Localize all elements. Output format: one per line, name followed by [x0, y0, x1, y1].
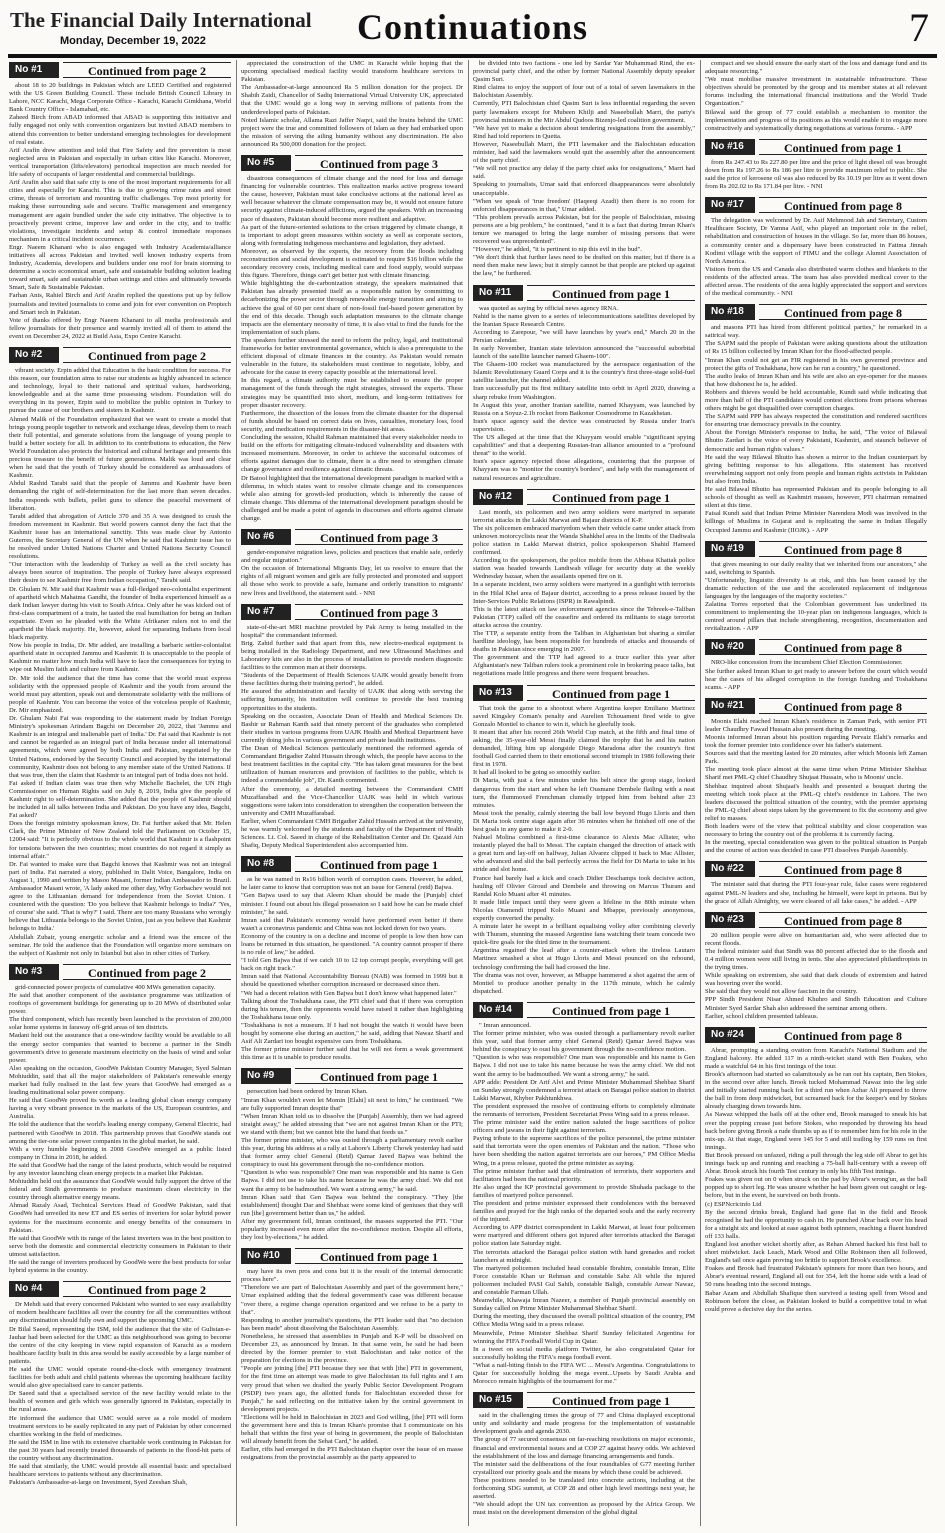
article-number-badge: No #3 [9, 964, 59, 980]
article-header [705, 861, 927, 877]
article [705, 541, 927, 634]
article-header [9, 62, 231, 78]
column-3 [473, 60, 695, 1526]
paper-name: The Financial Daily International [10, 8, 312, 32]
article-body: compact and we should ensure the early start of the loss and damage fund and its adequate resourcing." "We must mobilise massive investment in sustainable infrastructure. These objectives should be promoted by the group and its member states at all relevant forums including the international financial institutions and the World Trade Organization." Bilawal said the group of 77 could establish a mechanism to monitor the implementation and progress of its positions as this would enable it to engage more constructively and systematically during negotiations at various forums. - APP [705, 60, 927, 132]
article-body: was quoted as saying by official news agency IRNA. Nahid is the name given to a series of telecommunications satellites developed by the Iranian Space Research Centre. According to Zarepour, "we will have launches by year's end," March 20 in the Persian calendar. In early November, Iranian state television announced the "successful suborbital launch of the satellite launcher named Ghaem-100". The Ghaem-100 rocket was manufactured by the aerospace organisation of the Islamic Revolutionary Guard Corps and it is the country's first three-stage solid-fuel satellite launcher, the channel added. Iran successfully put its first military satellite into orbit in April 2020, drawing a sharp rebuke from Washington. In August this year, another Iranian satellite, named Khayyam, was launched by Russia on a Soyuz-2.1b rocket from Baikonur Cosmodrome in Kazakhstan. Iran's space agency said the device was constructed by Russia under Iran's supervision. The US alleged at the time that the Khayyam would enable "significant spying capabilities" and that a deepening Russian-Iran alliance amounted to a "profound threat" to the world. Iran's space agency rejected those allegations, countering that the purpose of Khayyam was to "monitor the country's borders", and help with the management of natural resources and agriculture. [473, 304, 695, 482]
article-body: about 18 to 20 buildings in Pakistan which are LEED Certified and registered with the US Green Building Council. These include British Council Library in Lahore, NCC Karachi, Mega Corporate Office - Karachi, Karachi Gimkhana, World Bank Country Office - Islamabad, etc. Zaheed Birch from ABAD informed that ABAD is supporting this initiative and fully engaged not only with convention organizers but invited ABAD members to attend this convention to better understand emerging technologies for development of real estate. Arif Arafin drew attention and told that Fire Safety and fire prevention is most neglected area in Pakistan and especially in urban cities like Karachi. Moreover, vertical transportation (lifts/elevators) periodical inspection are much needed for life safety of occupants of larger residential and commercial buildings. Arif Arafin also said that safe city is one of the most important requirements for all cities and especially for Karachi. This is due to growing crime rates and street crime, threats of terrorism and mounting traffic challenges. Top most priority for making these surrounding safe and secure. Traffic management and emergency management are again bundled under the safe city initiative. The objective is to proactively prevent crime, improve law and order in the city, and to traffic violations, investigate incidents and setup & control immediate responses mechanism in a critical incident occurrence. Engr. Naeem Khanani who is also engaged with Industry Academia/alliance initiatives all across Pakistan and invited well known industry experts from Industry, Academia, developers and builders under one roof for brain storming to determine a socio economical smart, safe and sustainable building solution leading toward smart, safe and sustainable urban settings and cities and ultimately towards Smart, Safe & Sustainable Pakistan. Farhan Anis, Rahiel Birch and Arif Arafin replied the questions put up by fellow journalists and invited journalists to come and join for ever convention on Proptech and Smart tech in Pakistan. Vote of thanks offered by Engr Naeem Khanani to all media professionals and fellow journalists for their presence and warmly invited all of them to attend the event on December 24, 2022 at Build Asia, Expo Centre Karachi. [9, 82, 231, 340]
article-number-badge: No #16 [705, 139, 755, 155]
article [473, 60, 695, 279]
article [9, 62, 231, 341]
continued-from-label: Continued from page 3 [295, 529, 463, 545]
article-number-badge: No #6 [241, 529, 291, 545]
article [241, 604, 463, 851]
article-body: 20 million people were alive on humanitarian aid, who were affected due to recent floods. The federal minister said that Sindh was 80 percent affected due to the floods and 0.4 million women were still living in tents. She also appreciated philanthropists in the trying times. While speaking on extremism, she said that dark clouds of extremism and hatred was hovering over the world. She said that they would not allow fascism in the country. PPP Sindh President Nisar Ahmed Khuhro and Sindh Education and Culture Minister Syed Sardar Shah also addressed the seminar among others. Earlier, school children presented tableaus. [705, 931, 927, 1020]
article-header [9, 1281, 231, 1297]
article [9, 347, 231, 958]
article-header [705, 639, 927, 655]
article [241, 1068, 463, 1242]
continued-from-label: Continued from page 2 [63, 347, 231, 363]
continued-from-label: Continued from page 2 [63, 62, 231, 78]
article-number-badge: No #13 [473, 685, 523, 701]
article-body: Last month, six policemen and two army soldiers were martyred in separate terrorist attacks in the Lakki Marwat and Bajaur districts of K-P. The six policemen embraced martyrdom when their vehicle came under attack from unknown motorcyclists near the Wanda Shahkhel area in the limits of the Dadiwala police station in Lakki Marwat district, police spokesperson Shahid Hameed confirmed. According to the spokesperson, the police mobile from the Abbasa Khattak police station was headed towards Landiwah village for security duty at the weekly Wednesday bazaar, when the assailants opened fire on it. In a separate incident, two army soldiers were martyred in a gunfight with terrorists in the Hilal Khel area of Bajaur district, according to a press release issued by the Inter-Services Public Relations (ISPR) in Rawalpindi. This is the latest attack on law enforcement agencies since the Tehreek-e-Taliban Pakistan (TTP) called off the ceasefire and ordered its militants to stage terrorist attacks across the country. The TTP, a separate entity from the Taliban in Afghanistan but sharing a similar hardline ideology, has been responsible for hundreds of attacks and thousands of deaths in Pakistan since emerging in 2007. The government and the TTP had agreed to a truce earlier this year after Afghanistan's new Taliban rulers took a prominent role in brokering peace talks, but negotiations made little progress and there were frequent breaches. [473, 508, 695, 678]
article-header [241, 856, 463, 872]
article-body: be divided into two factions - one led by Sardar Yar Muhammad Rind, the ex-provincial party chief, and the other by former National Assembly deputy speaker Qasim Suri. Rind claims to enjoy the support of four out of a total of seven lawmakers in the Balochistan Assembly. Currently, PTI Balochistan chief Qasim Suri is less influential regarding the seven party lawmakers except for Mubeen Khilji and Naseebullah Marri, the party's provincial ministers in the Mir Abdul Qudoos Bizenjo-led coalition government. "We have yet to make a decision about tendering resignations from the assembly," Rind had told reporters in Quetta. However, Naseebullah Marri, the PTI lawmaker and the Balochistan education minister, had said the lawmakers would quit the assembly after the announcement of the party chief. "We will not practice any delay if the party chief asks for resignations," Marri had said. Speaking to journalists, Umar said that enforced disappearances were absolutely unacceptable. "When we speak of 'true freedom' (Haqeeqi Azadi) then there is no room for enforced disappearances in that," Umar added. "This problem prevails across Pakistan, but for the people of Balochistan, missing persons are a big problem," he continued, "and it is a fact that during Imran Khan's tenure we managed to bring the large number of missing persons that were recovered was unprecedented". "However," he added, "it is pertinent to nip this evil in the bud". "We don't think that further laws need to be drafted on this matter, but if there is a need then make new laws; but it simply cannot be that people are picked up against the law," he furthered. [473, 60, 695, 278]
masthead-rule [8, 57, 937, 58]
article-number-badge: No #5 [241, 155, 291, 171]
article-number-badge: No #17 [705, 197, 755, 213]
article-header [473, 285, 695, 301]
article-number-badge: No #11 [473, 285, 523, 301]
article-header [705, 698, 927, 714]
continued-from-label: Continued from page 8 [759, 1027, 927, 1043]
article-body: may have its own pros and cons but it is the result of the internal democratic process here". "Therefore we are part of Balochistan Assembly and part of the government here," Umar explained adding that the federal government's case was different because "over there, a regime change operation organized and we refuse to be a party to that". Responding to another journalist's questions, the PTI leader said that "no decision has been made" about dissolving the Balochistan Assembly. Nonetheless, he stressed that assemblies in Punjab and K-P will be dissolved on December 23, as announced by Imran. In that same vein, he said he had been directed by the former premier to visit Balochistan and take notice of the preparation for elections in the province. "People are joining [the] PTI because they see that with [the] PTI in government, for the first time an attempt was made to give Balochistan its full rights and I am very proud that when we drafted the yearly Public Sector Development Program (PSDP) two years ago, the allotted funds for Balochistan exceeded those for Punjab," he said reflecting on the initiative taken by the central government in development projects. "Elections will be held in Balochistan in 2023 and God willing, [the] PTI will form the government here and this is Imran Khan's promise that I communicate on his behalf that within the first year of being in government, the people of Balochistan will already benefit from the Sehat Card," he added. Earlier, rifts had emerged in the PTI Balochistan chapter over the issue of en masse resignations from the provincial assembly as the party appeared to [241, 1268, 463, 1462]
page-number: 7 [909, 5, 929, 50]
article-header [9, 964, 231, 980]
article [9, 964, 231, 1275]
continued-from-label: Continued from page 8 [759, 541, 927, 557]
article-number-badge: No #9 [241, 1068, 291, 1084]
column-divider [468, 60, 469, 1526]
continued-from-label: Continued from page 1 [527, 1002, 695, 1018]
article-body: that gives meaning to our daily reality that we inherited from our ancestors," she said, switching to Spanish. "Unfortunately, linguistic diversity is at risk, and this has been caused by the dramatic reduction of the use and the accelerated replacement of indigenous languages by the languages of the majority societies." Zalatina Torres reported that the Colombian government has underlined its commitment to implementing the 10-year plan on indigenous languages, which is centred around pillars that include strengthening, recognition, documentation and revitalization. - APP [705, 560, 927, 633]
article-body: appreciated the construction of the UMC in Karachi while hoping that the upcoming specialised medical facility would transform healthcare services in Pakistan. The Ambassador-at-large announced Rs 5 million donation for the project. Dr Shabih Zaidi, Chancellor of Sadiq International Virtual University UK, appreciated that the UMC would go a long way in serving millions of patients from the underdeveloped parts of Pakistan. Noted Islamic scholar, Allama Razi Jaffer Naqvi, said the brains behind the UMC project were the true and committed followers of Islam as they had embarked upon the mission of serving the ailing humanity without any discrimination. He also announced Rs 500,000 donation for the project. [241, 60, 463, 148]
article-header [9, 347, 231, 363]
continued-from-label: Continued from page 8 [759, 698, 927, 714]
article [705, 197, 927, 298]
article-body: from Rs 247.43 to Rs 227.80 per litre and the price of light diesel oil was brought down from Rs 197.26 to Rs 186 per litre to provide maximum relief to public. She said the price of kerosene oil was also reduced by Rs 10.19 per litre as it went down from Rs 202.02 to Rs 171.84 per litre. - NNI [705, 158, 927, 191]
article-number-badge: No #8 [241, 856, 291, 872]
column-divider [236, 60, 237, 1526]
article [473, 1392, 695, 1517]
article-header [705, 912, 927, 928]
continued-from-label: Continued from page 3 [295, 604, 463, 620]
article [241, 60, 463, 149]
article [241, 856, 463, 1062]
section-title: Continuations [356, 7, 589, 47]
article [705, 861, 927, 905]
article [473, 685, 695, 996]
article-header [473, 489, 695, 505]
article-body: " Imran announced. The former prime minister, who was ousted through a parliamentary revolt earlier this year, said that former army chief General (Retd) Qamar Javed Bajwa was behind the conspiracy to oust his government through the no-confidence motion. "Question is who was responsible? One man was responsible and his name is Gen Bajwa. I did not use to take his name because he was the army chief. We did not want the army to be badmouthed. We want a strong army," he said. APP adds: President Dr Arif Alvi and Prime Minister Muhammad Shehbaz Sharif on Sunday strongly condemned a terrorist attack on Baragai police station in district Lakki Marwat, Khyber Pakhtunkhwa. The president expressed the resolve of continuing efforts to completely eliminate the remnants of terrorism, President Secretariat Press Wing said in a press release. The prime minister said the entire nation saluted the huge sacrifices of police officers and jawans in their fight against terrorism. Paying tribute to the supreme sacrifices of the police personnel, the prime minister said that terrorists were the open enemies of Pakistan and the nation. "Those who have been shedding the nation against terrorists are our heroes," PM Office Media Wing, in a press release, quoted the prime minister as saying. The prime minister further said that elimination of terrorists, their supporters and facilitators had been the national priority. He also urged the KP provincial government to provide Shuhada package to the families of martyred police personnel. The president and prime minister expressed their condolences with the bereaved families and prayed for the high ranks of the departed souls and the early recovery of the injured. According to APP district correspondent in Lakki Marwat, at least four policemen were martyred and different others got injured after terrorists attacked the Baragai police station late Saturday night. The terrorists attacked the Baragai police station with hand grenades and rocket launchers at midnight. The martyred policemen included head constable Ibrahim, constable Imran, Elite Force constable Khan ur Rehman and constable Sabz Ali while the injured policemen included PASI Gul Sahib, constable Baligh, constable Anwar Nawaz, and constable Farman Ullah. Meanwhile, Khawaja Imran Nazeer, a member of Punjab provincial assembly on Sunday called on Prime Minister Muhammad Shehbaz Sharif. During the meeting, they discussed the overall political situation of the country, PM Office Media Wing said in a press release. Meanwhile, Prime Minister Shehbaz Sharif Sunday felicitated Argentina for winning the FIFA Football World Cup in Qatar. In a tweet on social media platform Twitter, he also congratulated Qatar for successfully holding the FIFA's mega football event. "What a nail-biting finish to the FIFA WC ... Messi's Argentina. Congratulations to Qatar for successfully holding the mega event...Upsets by Saudi Arabia and Morocco remain highlights of the tournament for me." [473, 1021, 695, 1386]
article-number-badge: No #22 [705, 861, 755, 877]
continued-from-label: Continued from page 2 [63, 964, 231, 980]
article-header [705, 541, 927, 557]
article [705, 1027, 927, 1314]
article [705, 912, 927, 1021]
continued-from-label: Continued from page 8 [759, 304, 927, 320]
continued-from-label: Continued from page 1 [527, 285, 695, 301]
article-body: That took the game to a shootout where Argentina keeper Emiliano Martinez saved Kingsley Coman's penalty and Aurelien Tchouameni fired wide to give Gonzalo Montiel to chance to win it, which he gleefully took. It meant that after his record 26th World Cup match, at the fifth and final time of asking, the 35-year-old Messi finally claimed the trophy that he and his nation demanded, lifting him up alongside Diego Maradona after the country's first football God carried them to their emotional second triumph in 1986 following their first in 1978. It had all looked to be going so smoothly earlier. Di Maria, with just a few minutes under his belt since the group stage, looked dangerous from the start and when he left Ousmane Dembele flailing with a neat turn, the flummoxed Frenchman clumsily tripped him from behind after 23 minutes. Messi took the penalty, calmly steering the ball low beyond Hugo Lloris and then Di Maria took centre stage again after 36 minutes when he finished off one of the best goals in any game to make it 2-0. Nahuel Molina combined a first-time clearance to Alexis Mac Allister, who instantly played the ball to Messi. The captain changed the direction of attack with a great turn and lay-off on halfway, Julian Alvarez clipped it back to Mac Allister, who advanced and slid the ball perfectly across the field for Di Maria to take in his stride and slot home. France had barely had a kick and coach Didier Deschamps took decisive action, hauling off Olivier Giroud and Dembele and throwing on Marcus Thuram and Randal Kolo Muani after 41 minutes. It made little impact until they were given a lifeline in the 80th minute when Nicolas Otamendi tripped Kolo Muani and Mbappe, previously anonymous, expertly converted the penalty. A minute later he swept in a brilliant equalising volley after combining cleverly with Thuram, stunning the massed Argentine fans watching their team concede two quick-fire goals for the third time in the tournament. Argentina regained the lead after a counter-attack when the tireless Lautaro Martinez smashed a shot at Hugo Lloris and Messi pounced on the rebound, technology confirming the ball had crossed the line. The drama was not over, however, as Mbappe hammered a shot against the arm of Montiel to produce another penalty in the 117th minute, which he calmly dispatched. [473, 704, 695, 995]
article-header [241, 604, 463, 620]
continued-from-label: Continued from page 1 [295, 1068, 463, 1084]
continued-from-label: Continued from page 8 [759, 861, 927, 877]
article-header [705, 1027, 927, 1043]
article-body: said in the challenging times the group of 77 and China displayed exceptional unity and solidarity and made progress for the implementation of sustainable development goals and agenda 2030. The group of 77 secured consensus on far-reaching resolutions on major economic, financial and environmental issues and at COP 27 against heavy odds. We achieved the establishment of the loss and damage financing arrangements and funds. The minister said the deliberations of the four roundtables of G77 meeting further crystallized our priority goals and the means by which these could be achieved. These positions needed to be translated into concrete actions, including at the forthcoming SDG summit, at COP 28 and other high level meetings next year, he asserted. "We should adopt the UN tax convention as proposed by the Africa Group. We must insist on the development dimension of the global digital [473, 1412, 695, 1517]
article-body: vibrant society. Erpin added that Education is the basic condition for success. For this reason, our foundation aims to raise our students as highly advanced in science and technology, loyal to their national and spiritual values, hardworking, knowledgeable and at the same time possessing wisdom. Foundation will do everything in its power, Erpin said to mobilize the public opinion in Turkey to pursue the cause of our brothers and sisters in Kashmir. Ahmed Malik of the Foundation emphasized that we want to create a model that brings young people together to network and exchange ideas, develop them to reach their full potential, and generate solutions from the language of young people to build a better society for all. In addition to its contributions to education, the New World Foundation also protects the historical and cultural heritage and presents this precious treasure to the benefit of future generations. Malik was loud and clear when he said that the youth of Turkey should be considered as ambassadors of Kashmir. Abdul Rashid Tarabi said that the people of Jammu and Kashmir have been demanding the right of self-determination for the last more than seven decades. India responds with bullets, pellet guns to silence the peaceful movement of liberation. Tarabi added that abrogation of Article 370 and 35 A was designed to crush the freedom movement in Kashmir. But world powers cannot deny the fact that the Kashmir issue has an international sanctity. This was made clear by Antonio Guterres, the Secretary General of the UN when he said that Kashmir issue has to be resolved under United Nations Charter and United Nations Security Council resolutions. "Our interaction with the leadership of Turkey as well as the civil society has always been source of inspiration. The people of Turkey have always expressed their desire to see Kashmir free from Indian occupation," Tarabi said. Dr. Ghulam N. Mir said that Kashmir was a full-fledged neo-colonialist experiment of apartheid which Mahatma Gandhi, the founder of India experienced himself as a dark Indian lawyer during his visit to South Africa. Only after he was kicked out of first-class compartment of a train, he tasted the real humiliation for being an Indian expatriate. Even so he pleaded with the White Afrikaner rulers not to end the apartheid the black majority. He, however, asked for separating Indians from local black majority. Now his people in India, Dr. Mir added, are installing a barbaric settler-colonialist apartheid state in occupied Jammu and Kashmir. It is unacceptable to the people of Kashmir no matter how much India will have to face the consequences for trying to wipe out Muslim faith and culture from Kashmir. Dr. Mir told the audience that the time has come that the world must express solidarity with the oppressed people of Kashmir and the youth from around the world must pay attention, speak out and demonstrate solidarity with the millions of people of Kashmir. You can become the voice of the voiceless people of Kashmir, Dr. Mir emphasized. Dr. Ghulam Nabi Fai was responding to the statement made by Indian Foreign Ministry's spokesman Arindam Bagchi on December 20, 2022, that 'Jammu and Kashmir is an integral and inalienable part of India.' Dr. Fai said that Kashmir is not and cannot be regarded as an integral part of India because under all international agreements, which were agreed by both India and Pakistan, negotiated by the United Nations, endorsed by the Security Council and accepted by the international community, Kashmir does not belong to any member state of the United Nations. If that was true, then the claim that Kashmir is an integral part of India does not hold. Fai asked if Indian claim was true then why Michelle Bachelet, the UN High Commissioner on Human Rights said on July 8, 2019, India give the people of Kashmir right to self-determination. She added that the people of Kashmir should be included in all talks between India and Pakistan. Do you have any idea, Bagchi, Fai asked? Does the foreign ministry spokesman know, Dr. Fai further asked that Mr. Helen Clark, the Prime Minister of New Zealand told the Parliament on October 15, 12004 said: "It is perfectly obvious to the whole world that Kashmir is a flashpoint for tensions between the two countries; most countries do not regard it simply as internal affair." Dr. Fai wanted to make sure that Bagchi knows that Kashmir was not an integral part of India. Fai narrated a story, published in Dalit Voice, Bangalore, India on August 1, 1990 and written by Masoo Masani, former Indian Ambassador to Brazil. Ambassador Masani wrote, 'A lady asked me other day, Why Gorbachev would not agree to the Lithuanian demand for independence from the Soviet Union. I countered with the question: 'Do you believe that Kashmir belongs to India?' 'Yes, of course' she said. 'That is why?' I said. There are too many Russians who wrongly believe that Lithuania belongs to the Soviet Union, just as you believe that Kashmir belongs to India.' Abdullah Zubair, young energetic scholar and a friend was the emcee of the seminar. He told the audience that the Foundation will organize more seminars on the subject of Kashmir not only in Istanbul but also in other cities of Turkey. [9, 367, 231, 957]
article-header [705, 139, 927, 155]
article [241, 155, 463, 523]
article-number-badge: No #21 [705, 698, 755, 714]
continued-from-label: Continued from page 1 [295, 1248, 463, 1264]
masthead [8, 4, 937, 57]
article-body: Abrar, prompting a standing ovation from Karachi's National Stadium and the England balcony. He added 117 in a ninth-wicket stand with Ben Foakes, who made a watchful 64 in his first innings of the tour. Brook's afternoon had started so calamitously as he ran out his captain, Ben Stokes, in the second over after lunch. Brook tucked Mohammad Nawaz into the leg side and initially started running back for a third run when Azhar Ali prepared to throw the ball in from deep midwicket, but screamed back for the keeper's end by Stokes already charging down towards him. As Nawaz whipped the bails off at the other end, Brook managed to sneak his bat over the popping crease just before Stokes, who responded by throwing his head back before giving Brook a rude thumbs up as if to remember him for his role in the mix-up. At that stage, England were 145 for 5 and still trailing by 159 runs on first innings. But Brook pressed on unfazed, riding a pull through the leg side off Abrar to get his innings back up and running and reaching a 75-ball half-century with a sweep off Abrar. Brook struck his fourth Test century in only his fifth Test innings. Foakes was given out on 0 when struck on the pad by Abrar's wrong'un, as the ball popped up to short leg. He was unsure whether he had been given out caught or leg-before, but in the event, he survived on both fronts. (c) ESPNcricinfo Ltd By the second drinks break, England had gone flat in the field and Brook recognised he had the opportunity to cash in. He punched Abrar back over his head for a straight six and looked at ease against both spinners, reaching a fluent hundred off 133 balls. England lost another wicket shortly after, as Rehan Ahmed hacked his first ball to short midwicket. Jack Leach, Mark Wood and Ollie Robinson then all followed, England's tail once again proving too brittle to support Brook's excellence. Foakes and Brook had frustrated Pakistan's spinners for more than two hours, and Abrar's eventual reward, England all out for 354, left the home side with a lead of 50 runs heading into the second innings. Babar Azam and Abdullah Shafique then survived a testing spell from Wood and Robinson before the close, as Pakistan looked to build a competitive total in what could prove a decisive day for the series. [705, 1046, 927, 1313]
article-header [241, 1248, 463, 1264]
continued-from-label: Continued from page 1 [527, 1392, 695, 1408]
column-2 [241, 60, 463, 1526]
issue-date: Monday, December 19, 2022 [60, 35, 206, 47]
article-header [705, 197, 927, 213]
continued-from-label: Continued from page 1 [295, 856, 463, 872]
column-divider [700, 60, 701, 1526]
article [705, 698, 927, 856]
article-number-badge: No #4 [9, 1281, 59, 1297]
continued-from-label: Continued from page 1 [759, 139, 927, 155]
article-header [705, 304, 927, 320]
article [705, 639, 927, 691]
article [705, 139, 927, 191]
article [705, 60, 927, 133]
article-body: Moonis Elahi reached Imran Khan's residence in Zaman Park, with senior PTI leader Chaudhry Fawad Hussain also present during the meeting. Moonis informed Imran about his position regarding Pervaiz Elahi's remarks and took the former premier into confidence over his father's statement. Sources said that the meeting lasted for 20 minutes, after which Moonis left Zaman Park. The meeting took place almost at the same time when Prime Minister Shehbaz Sharif met PML-Q chief Chaudhry Shujaat Hussain, who is Moonis' uncle. Shehbaz inquired about Shujaat's health and presented a bouquet during the meeting which took place at the PML-Q chief's residence in Lahore. The two leaders discussed the political situation of the country, with the premier apprising the PML-Q chief about steps taken by the government to fix the economy and give relief to masses. Both leaders were of the view that political stability and close cooperation was necessary to bring the country out of the problems it is currently facing. In the meeting, special consideration was given to the political situation in Punjab and the course of action was decided in case PTI dissolves Punjab Assembly. [705, 717, 927, 855]
article-body: grid-connected power projects of cumulative 400 MWs generation capacity. He said that another component of the assistance programme was utilization of rooftops of government buildings for generating up to 20 MWs of distributed solar power. The third component, which has recently been launched is the provision of 200,000 solar home systems in faraway off-grid areas of ten districts. Madani held out the assurance that a one-window facility would be available to all the energy sector companies that wanted to become a partner in the Sindh government's drive to generate maximum electricity on the basis of wind and solar power. Also speaking on the occasion, GoodWe Pakistan Country Manager, Syed Salman Mohiuddin, said that all the major stakeholders of Pakistan's renewable energy market had fully realised in the last few years that GoodWe had emerged as a leading multinational solar power company. He said that GoodWe proved its worth as a leading global clean energy company having a very vibrant presence in the markets of the US, European countries, and Australia. He told the audience that the world's leading energy company, General Electric, had partnered with GoodWe in 2018. This partnership proves that GoodWe stands out among the tier-one solar power companies in the global market, he said. With a very humble beginning in 2008 GoodWe emerged as a public listed company in China in 2018, he added. He said that GoodWe had the range of the latest products, which would be required by any investor launching clean energy projects in a market like Pakistan. Mohiuddin held out the assurance that GoodWe would fully support the drive of the federal and Sindh governments to produce maximum clean electricity in the country through alternative energy means. Ahmad Razaly Asad, Technical Services Head of GoodWe Pakistan, said that GoodWe had unveiled its new ET and ES series of inverters for solar hybrid power systems for the maximum economic and energy benefits of the consumers in Pakistan. He said that GoodWe with its range of the latest inverters was in the best position to serve both the domestic and commercial electricity consumers in Pakistan to their utmost satisfaction. He said the range of inverters produced by GoodWe were the best products for solar hybrid systems in the country. [9, 983, 231, 1275]
article-number-badge: No #24 [705, 1027, 755, 1043]
continued-from-label: Continued from page 2 [63, 1281, 231, 1297]
continued-from-label: Continued from page 3 [295, 155, 463, 171]
article-header [241, 155, 463, 171]
article-number-badge: No #19 [705, 541, 755, 557]
article [705, 304, 927, 534]
article-number-badge: No #1 [9, 62, 59, 78]
continued-from-label: Continued from page 8 [759, 639, 927, 655]
column-4 [705, 60, 927, 1526]
continued-from-label: Continued from page 8 [759, 912, 927, 928]
article-body: disastrous consequences of climate change and the need for loss and damage financing for vulnerable countries. This realization marks active progress toward the cause, however, Pakistan must take conclusive actions at the national level as well because whatever the climate compensation may be, it would not ensure future security against climate-induced afflictions, argued the speakers. With an increasing pace of disasters, Pakistan should become more resilient and adaptive. As part of the future-oriented solutions to the crises triggered by climate change, it is important to adopt green measures within society as well as corporate sectors, along with formulating indigenous mechanisms and legislation, they advised. Moreover, as observed by the experts, the recovery from the floods including reconstruction and social development is estimated to require $16 billion while the secondary recovery costs, including medical care and food supply, would surpass this figure. Therefore, things can't get better just with climate financing. While highlighting the de-carbonization strategy, the speakers maintained that Pakistan has already presented itself as a responsible nation by committing to decarbonizing the power sector through renewable energy transition and aiming to achieve the goal of 60 per cent share of non-fossil fuel-based power generation by the end of this decade. Though such adaptation measures to the climate change impacts are the elementary necessity of time, it is also vital to find the funds for the implementation of such plans. The speakers further stressed the need to reform the policy, legal, and institutional frameworks for better environmental governance, which is also a prerequisite to the efficient disposal of climate finances in the country. As Pakistan would remain vulnerable in the future, its stakeholders must continue to negotiate, lobby, and advocate for the cause in every capacity possible at the international level. In this regard, a climate authority must be established to ensure the proper management of the funds through the right strategies, stressed the experts. These strategies may be quantified into short, medium, and long-term initiatives for proper disaster recovery. Furthermore, the dissection of the losses from the climate disaster for the dispersal of funds should be based on correct data on lives, casualties, monetary loss, food security, and medication requirements in the disaster-hit areas. Concluding the session, Khalid Rahman maintained that every stakeholder needs to build on the efforts for mitigating climate-induced vulnerability and disasters with increased momentum. Moreover, in order to achieve the successful outcomes of efforts against damages due to climate, there is a dire need to strengthen climate change governance and resilience against climatic threats. Dr Batool highlighted that the international development paradigm is marked with a dilemma, in which states want to resolve climate change and its consequences while also aiming for growth-led production, which is inherently the cause of climate change. This dilemma of the international development paradigm should be challenged and be made a point of agenda in discourses and efforts against climate change. [241, 175, 463, 522]
article-number-badge: No #15 [473, 1392, 523, 1408]
continued-from-label: Continued from page 1 [527, 489, 695, 505]
continued-from-label: Continued from page 8 [759, 197, 927, 213]
article [9, 1281, 231, 1487]
article-number-badge: No #20 [705, 639, 755, 655]
article-number-badge: No #23 [705, 912, 755, 928]
continued-from-label: Continued from page 1 [527, 685, 695, 701]
article-number-badge: No #10 [241, 1248, 291, 1264]
article-body: Dr Mehdi said that every concerned Pakistani who wanted to see easy availability of modern healthcare facilities all over the country for all the communities without any discrimination should fully own and support the upcoming UMC. Dr Bilal Saeed, representing the ISM, told the audience that the site of Gulistan-e-Jauhar had been selected for the UMC as this neighbourhood was going to become the centre of the city keeping in view rapid expansion of Karachi as a modern healthcare facility built in this area would be easily accessible by a large number of patients. He said the UMC would operate round-the-clock with emergency treatment facilities for both adult and child patients whereas the upcoming healthcare facility would also give specialised care to cancer patients. Dr Saeed said that a specialised service of the new facility would relate to the health of women and girls which was generally ignored in Pakistan, especially in the rural areas. He informed the audience that UMC would serve as a role model of modern treatment services to be easily replicated in any part of Pakistan by other concerned charities working in the field of medicines. He said the ISM in line with its extensive charitable work continuing in Pakistan for the past 30 years had recently treated thousands of patients in the flood-hit parts of the country without any discrimination. He said that similarly, the UMC would provide all essential basic and specialised healthcare services to patients without any discrimination. Pakistan's Ambassador-at-large on Investment, Syed Zeeshan Shah, [9, 1301, 231, 1487]
article-number-badge: No #18 [705, 304, 755, 320]
article-body: NRO-like concession from the incumbent Chief Election Commissioner. She further asked Imran Khan to get ready to answer before the court which would hear the cases of his alleged corruption in the foreign funding and Toshakhana scams. - APP [705, 659, 927, 691]
article-body: The delegation was welcomed by Dr. Asif Mehmood Jah and Secretary, Custom Healthcare Society, Dr Yamna Asif, who played an important role in the relief, rehabilitation and construction of houses in the village. So far, more than 86 houses, a community center and a dispensary have been constructed in Fatima Jinnah Kodimi village with the support of FIMU and the college Alumni Association of North America. Visitors from the US and Canada also distributed warm clothes and blankets to the residents of the affected areas. The team has also provided medical cover to the affected areas. The residents of the area highly appreciated the support and services of the medical community. - NNI [705, 217, 927, 298]
article [473, 489, 695, 679]
article-number-badge: No #2 [9, 347, 59, 363]
article-number-badge: No #14 [473, 1002, 523, 1018]
article [241, 1248, 463, 1462]
article-header [473, 685, 695, 701]
column-1 [9, 60, 231, 1526]
article-body: as he was named in Rs16 billion worth of corruption cases. However, he added, he later came to know that corruption was not an issue for General (retd) Bajwa. "Gen Bajwa used to say that Aleem Khan should be made the [Punjab] chief minister. I found out about his illegal possession so I said how he can be made chief minister," he said. Imran said that Pakistan's economy would have performed even better if there wasn't a coronavirus pandemic and China was not locked down for two years. Economy of the country is on a decline and income of people is low then how can loans be returned in this situation, he questioned. "A country cannot prosper if there is no rule of law," he added. "I told Gen Bajwa that if we catch 10 to 12 top corrupt people, everything will get back on right track." Imran said that National Accountability Bureau (NAB) was formed in 1999 but it should be questioned whether corruption increased or decreased since then. "We had a decent relation with Gen Bajwa but I don't know what happened later." Talking about the Toshakhana case, the PTI chief said that if there was corruption during his tenure, then the opponents would have raised it rather than highlighting the Toshakhana issue only. "Toshakhana is not a museum. If I had not bought the watch it would have been bought by someone else during an auction," he said, adding that Nawaz Sharif and Asif Ali Zardari too bought expensive cars from Toshakhana. The former prime minister further said that he will not form a weak government this time as it is unable to produce results. [241, 876, 463, 1062]
article-body: state-of-the-art MRI machine provided by Pak Army is being installed in the hospital" the commandant informed. Brig. Zahid further said that apart from this, new electro-medical equipment is being installed in the Radiology Department, and new Ultrasound Machines and Laboratory kits are also in the process of installation to provide modern diagnostic facilities to the common man at their doorsteps. "Students of the Department of Health Sciences UAJK would greatly benefit from these facilities during their training period", he added. He assured the administration and faculty of UAJK that along with serving the suffering humanity, his institution will continue to provide the best training opportunities to the students. Speaking on the occasion, Associate Dean of Health and Medical Sciences Dr. Bashir ur Rahman Kanth said that ninety percent of the graduates who completed their studies in various programs from UAJK Health and Medical Department have currently doing jobs in various government and private health institutions. The Dean of Medical Sciences particularly mentioned the reformed agenda of Commandant Brigadier Zahid Hussain through which, the people have access to the best treatment facilities in the capital city. "He has taken great measures for the best utilization of human resources and provision of facilities to the public, which is indeed a commendable job", Dr. Kanth commented. After the ceremony, a detailed meeting between the Commandant CMH Muzaffarabad and the Vice-Chancellor UAJK was held in which various suggestions were taken into consideration to strengthen the cooperation between the university and CMH Muzaffarabad. Earlier, when Commandant CMH Brigadier Zahid Hussain arrived at the university, he was warmly welcomed by the students and faculty of the Department of Health Sciences. Lt. Col. Saeed in charge of the Rehabilitation Center and Dr. Qazaid Ain Shafiq, Deputy Medical Superintendent also accompanied him. [241, 623, 463, 850]
article-body: The minister said that during the PTI four-year rule, false cases were registered against PML-N leaders and she, including he himself, were kept in prisons. But by the grace of Allah Almighty, we were cleared of all fake cases," he added. - APP [705, 881, 927, 905]
article-body: gender-responsive migration laws, policies and practices that enable safe, orderly and regular migration." On the occasion of International Migrants Day, let us resolve to ensure that the rights of all migrant women and girls are fully protected and promoted and support all those who work to provide a safe, humane and orderly transition to migrants' new lives and livelihood, the statement said. - NNI [241, 549, 463, 597]
article-body: persecution had been ordered by Imran Khan. "Imran Khan wouldn't even let Momin [Elahi] sit next to him," he continued. "We are fully supported Imran despite that" "When Imran Khan told us to dissolve the [Punjab] Assembly, then we had agreed straight away," he added stressing that "we are not against Imran Khan or the PTI; we stand with them; but we cannot bite the hand that feeds us." The former prime minister, who was ousted through a parliamentary revolt earlier this year, during his address at a rally at Lahore's Liberty Chowk yesterday had said that former army chief General (Retd) Qamar Javed Bajwa was behind the conspiracy to oust his government through the no-confidence motion. "Question is who was responsible? One man was responsible and his name is Gen Bajwa. I did not use to take his name because he was the army chief. We did not want the army to be badmouthed. We want a strong army," he said. Imran Khan said that Gen Bajwa was behind the conspiracy. "They [the establishment] thought Dar and Shehbaz were some kind of geniuses that they will run [the] government better than us," he added. After my government fell, Imran continued, the masses supported the PTI. "Our popularity increased even more after the no-confidence motion. Despite all efforts, they lost by-elections," he added. [241, 1088, 463, 1242]
article [473, 285, 695, 483]
article [241, 529, 463, 598]
article-header [473, 1002, 695, 1018]
article-number-badge: No #12 [473, 489, 523, 505]
article-header [241, 1068, 463, 1084]
article-header [241, 529, 463, 545]
article-number-badge: No #7 [241, 604, 291, 620]
article-header [473, 1392, 695, 1408]
article [473, 1002, 695, 1386]
article-body: and masons PTI has hired from different political parties," he remarked in a satirical way. The SAPM said the people of Pakistan were asking questions about the utilization of Rs 15 billion collected by Imran Khan for the flood-affected people. "Imran Khan could not get an FIR registered in his own governed province and protect the gifts of Toshakhana, how can he run a country," he questioned. The audio leaks of Imran Khan and his wife are also an eye-opener for the masses that how dishonest he is, he added. Robbers and thieves would be held accountable, Kundi said while indicating that more than half of the PTI candidates would contest elections from prisons whereas others might be got disqualified over corruption charges. The SAPM said PPP has always respected the constitution and rendered sacrifices for ensuring true democracy prevails in the country. About the Foreign Minister's response to India, he said, "The voice of Bilawal Bhutto Zardari is the voice of every Pakistani, Kashmiri, and staunch believer of democratic and human rights values." He said the way Bilawal Bhutto has shown a mirror to the Indian counterpart by giving befitting response to his allegations. His statement has received overwhelming support not only from people and human rights activists in Pakistan but also from India. He said Bilawal Bhutto has represented Pakistan and its people belonging to all schools of thought as well as Kashmiri masses, however, PTI chairman remained silent at this time. Faisal Kundi said that Indian Prime Minister Narendera Modi was involved in the killings of Muslims in Gujarat and is replicating the same in Indian Illegally Occupied Jammu and Kashmir (IIOJK). - APP [705, 324, 927, 534]
